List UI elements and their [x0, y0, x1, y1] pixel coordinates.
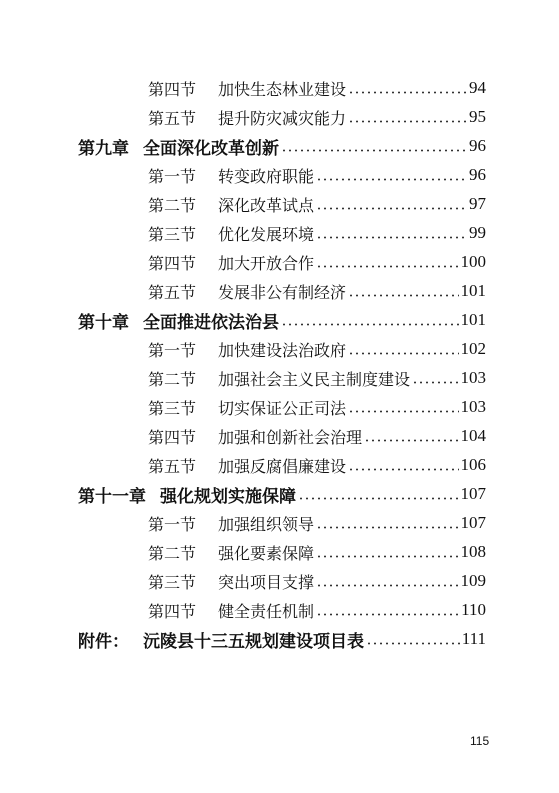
toc-entry-number: 第一节	[148, 514, 197, 534]
toc-entry-page: 107	[460, 513, 486, 532]
toc-entry-title: 加快生态林业建设	[218, 79, 347, 99]
toc-entry-title: 全面深化改革创新	[143, 138, 279, 159]
toc-section-entry[interactable]	[148, 337, 486, 361]
toc-section-entry[interactable]	[148, 511, 486, 535]
dot-leader	[366, 642, 460, 645]
toc-entry-number: 第四节	[148, 601, 197, 621]
toc-section-entry[interactable]	[148, 453, 486, 477]
toc-entry-title: 健全责任机制	[218, 601, 315, 621]
toc-section-entry[interactable]	[148, 192, 486, 216]
toc-entry-title: 加强组织领导	[218, 514, 315, 534]
toc-entry-title: 沅陵县十三五规划建设项目表	[143, 631, 364, 652]
toc-entry-title: 深化改革试点	[218, 195, 315, 215]
toc-chapter-entry[interactable]	[78, 134, 486, 158]
toc-entry-page: 110	[461, 600, 486, 619]
toc-entry-page: 103	[460, 368, 486, 387]
toc-entry-title: 优化发展环境	[218, 224, 315, 244]
toc-entry-number: 第五节	[148, 456, 197, 476]
dot-leader	[348, 120, 466, 123]
toc-entry-number: 第二节	[148, 195, 197, 215]
toc-entry-page: 96	[469, 136, 486, 155]
toc-entry-page: 100	[460, 252, 486, 271]
toc-entry-page: 96	[469, 165, 486, 184]
toc-section-entry[interactable]	[148, 540, 486, 564]
toc-entry-title: 转变政府职能	[218, 166, 315, 186]
toc-entry-number: 第三节	[148, 572, 197, 592]
toc-entry-title: 发展非公有制经济	[218, 282, 347, 302]
dot-leader	[316, 207, 466, 210]
toc-entry-title: 加强反腐倡廉建设	[218, 456, 347, 476]
dot-leader	[348, 352, 458, 355]
toc-entry-number: 第四节	[148, 79, 197, 99]
toc-entry-title: 加快建设法治政府	[218, 340, 347, 360]
toc-section-entry[interactable]	[148, 250, 486, 274]
toc-chapter-entry[interactable]	[78, 308, 486, 332]
toc-entry-number: 第十一章	[78, 486, 146, 507]
dot-leader	[348, 410, 458, 413]
page-number: 115	[470, 734, 490, 748]
toc-entry-page: 103	[460, 397, 486, 416]
toc-entry-page: 109	[460, 571, 486, 590]
toc-section-entry[interactable]	[148, 279, 486, 303]
toc-entry-page: 106	[460, 455, 486, 474]
toc-entry-title: 切实保证公正司法	[218, 398, 347, 418]
toc-entry-title: 全面推进依法治县	[143, 312, 279, 333]
toc-entry-title: 突出项目支撑	[218, 572, 315, 592]
toc-section-entry[interactable]	[148, 105, 486, 129]
toc-section-entry[interactable]	[148, 424, 486, 448]
dot-leader	[348, 468, 458, 471]
toc-entry-page: 101	[460, 310, 486, 329]
toc-entry-number: 第一节	[148, 340, 197, 360]
toc-chapter-entry[interactable]	[78, 482, 486, 506]
toc-entry-page: 99	[469, 223, 486, 242]
toc-entry-title: 强化要素保障	[218, 543, 315, 563]
dot-leader	[281, 149, 466, 152]
dot-leader	[316, 555, 458, 558]
dot-leader	[348, 91, 466, 94]
dot-leader	[316, 526, 458, 529]
dot-leader	[316, 265, 458, 268]
toc-section-entry[interactable]	[148, 366, 486, 390]
toc-entry-title: 加强社会主义民主制度建设	[218, 369, 411, 389]
toc-entry-page: 108	[460, 542, 486, 561]
toc-section-entry[interactable]	[148, 569, 486, 593]
toc-chapter-entry[interactable]	[78, 627, 486, 651]
toc-section-entry[interactable]	[148, 395, 486, 419]
dot-leader	[412, 381, 458, 384]
toc-entry-number: 第三节	[148, 224, 197, 244]
dot-leader	[316, 178, 466, 181]
toc-section-entry[interactable]	[148, 76, 486, 100]
dot-leader	[348, 294, 458, 297]
toc-entry-number: 第九章	[78, 138, 129, 159]
toc-entry-number: 第二节	[148, 369, 197, 389]
toc-entry-number: 第五节	[148, 282, 197, 302]
toc-section-entry[interactable]	[148, 221, 486, 245]
toc-entry-number: 第五节	[148, 108, 197, 128]
toc-entry-page: 107	[460, 484, 486, 503]
toc-entry-number: 第四节	[148, 253, 197, 273]
toc-entry-page: 101	[460, 281, 486, 300]
toc-entry-title: 加大开放合作	[218, 253, 315, 273]
toc-entry-number: 第二节	[148, 543, 197, 563]
dot-leader	[316, 584, 458, 587]
toc-entry-number: 附件：	[78, 631, 129, 652]
toc-entry-page: 97	[469, 194, 486, 213]
toc-entry-page: 102	[460, 339, 486, 358]
toc-entry-page: 94	[469, 78, 486, 97]
dot-leader	[364, 439, 458, 442]
toc-entry-title: 提升防灾减灾能力	[218, 108, 347, 128]
toc-entry-page: 111	[461, 629, 486, 648]
dot-leader	[316, 236, 466, 239]
toc-entry-number: 第一节	[148, 166, 197, 186]
dot-leader	[281, 323, 459, 326]
toc-section-entry[interactable]	[148, 163, 486, 187]
toc-section-entry[interactable]	[148, 598, 486, 622]
toc-entry-page: 95	[469, 107, 486, 126]
dot-leader	[316, 613, 459, 616]
toc-entry-number: 第十章	[78, 312, 129, 333]
toc-entry-title: 加强和创新社会治理	[218, 427, 363, 447]
dot-leader	[298, 497, 459, 500]
toc-entry-number: 第三节	[148, 398, 197, 418]
toc-entry-page: 104	[460, 426, 486, 445]
toc-entry-title: 强化规划实施保障	[160, 486, 296, 507]
toc-entry-number: 第四节	[148, 427, 197, 447]
